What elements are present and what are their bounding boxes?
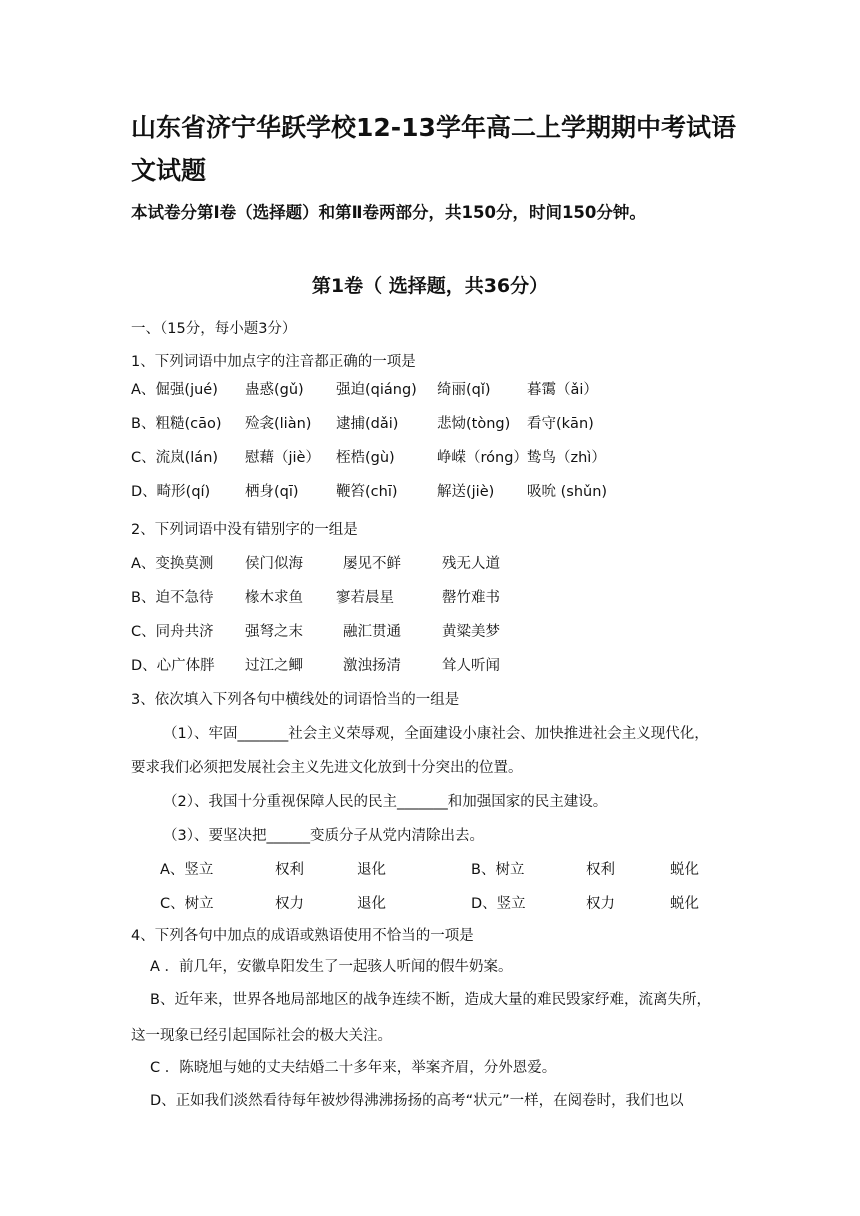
option-item: 峥嵘（róng） [437, 450, 528, 466]
part-heading: 一、（15分，每小题3分） [131, 321, 297, 337]
option-item: 蜕化 [670, 862, 699, 878]
option-item: 慰藉（jiè） [245, 450, 320, 466]
question-3-sentence-2: （2）、我国十分重视保障人民的民主_______和加强国家的民主建设。 [163, 794, 608, 810]
option-item: C、流岚(lán) [131, 450, 219, 466]
question-3-sentence-1-cont: 要求我们必须把发展社会主义先进文化放到十分突出的位置。 [131, 760, 523, 776]
question-2-stem: 2、下列词语中没有错别字的一组是 [131, 522, 358, 538]
option-item: 椽木求鱼 [245, 590, 303, 606]
option-item: C、树立 [160, 896, 214, 912]
option-item: 逮捕(dǎi) [336, 416, 399, 432]
option-item: 解送(jiè) [437, 484, 495, 500]
option-item: B、树立 [471, 862, 525, 878]
option-item: 栖身(qī) [245, 484, 299, 500]
question-3-stem: 3、依次填入下列各句中横线处的词语恰当的一组是 [131, 692, 460, 708]
page-title: 山东省济宁华跃学校12-13学年高二上学期期中考试语文试题 [131, 113, 736, 185]
question-4-option-d: D、正如我们淡然看待每年被炒得沸沸扬扬的高考“状元”一样，在阅卷时，我们也以 [150, 1093, 684, 1109]
question-4-option-b: B、近年来，世界各地局部地区的战争连续不断，造成大量的难民毁家纾难，流离失所， [150, 992, 711, 1008]
question-4-stem: 4、下列各句中加点的成语或熟语使用不恰当的一项是 [131, 928, 474, 944]
option-item: 权利 [586, 862, 615, 878]
option-item: A、竖立 [160, 862, 214, 878]
option-item: B、粗糙(cāo) [131, 416, 222, 432]
option-item: 耸人听闻 [442, 658, 500, 674]
option-item: 融汇贯通 [343, 624, 401, 640]
option-item: D、竖立 [471, 896, 526, 912]
exam-intro: 本试卷分第Ⅰ卷（选择题）和第Ⅱ卷两部分，共150分，时间150分钟。 [131, 203, 646, 222]
option-item: D、畸形(qí) [131, 484, 211, 500]
option-item: B、迫不急待 [131, 590, 214, 606]
option-item: 过江之鲫 [245, 658, 303, 674]
section-heading: 第1卷（ 选择题，共36分） [311, 275, 549, 297]
option-item: 退化 [357, 896, 386, 912]
option-item: 吸吮 (shǔn) [527, 484, 608, 500]
option-item: 强弩之末 [245, 624, 303, 640]
option-item: 悲恸(tòng) [437, 416, 511, 432]
option-item: D、心广体胖 [131, 658, 215, 674]
option-item: 侯门似海 [245, 556, 303, 572]
question-3-sentence-3: （3）、要坚决把______变质分子从党内清除出去。 [163, 828, 484, 844]
option-item: 桎梏(gù) [336, 450, 395, 466]
option-item: 权力 [275, 896, 304, 912]
option-item: 蜕化 [670, 896, 699, 912]
option-item: 鞭笞(chī) [336, 484, 398, 500]
option-item: 蛊惑(gǔ) [245, 382, 304, 398]
option-item: 强迫(qiáng) [336, 382, 417, 398]
option-item: 激浊扬清 [343, 658, 401, 674]
option-item: 黄粱美梦 [442, 624, 500, 640]
question-4-option-c: C ．陈晓旭与她的丈夫结婚二十多年来，举案齐眉，分外恩爱。 [150, 1060, 557, 1076]
option-item: 暮霭（ǎi） [527, 382, 598, 398]
question-4-option-a: A ．前几年，安徽阜阳发生了一起骇人听闻的假牛奶案。 [150, 959, 513, 975]
option-item: C、同舟共济 [131, 624, 214, 640]
option-item: 屡见不鲜 [343, 556, 401, 572]
option-item: A、变换莫测 [131, 556, 214, 572]
question-1-stem: 1、下列词语中加点字的注音都正确的一项是 [131, 354, 416, 370]
question-3-sentence-1: （1）、牢固_______社会主义荣辱观，全面建设小康社会、加快推进社会主义现代化， [163, 726, 709, 742]
option-item: 权力 [586, 896, 615, 912]
option-item: 权利 [275, 862, 304, 878]
option-item: 罄竹难书 [442, 590, 500, 606]
option-item: 退化 [357, 862, 386, 878]
option-item: 鸷鸟（zhì） [527, 450, 606, 466]
option-item: 殓衾(liàn) [245, 416, 312, 432]
option-item: A、倔强(jué) [131, 382, 218, 398]
option-item: 绮丽(qǐ) [437, 382, 491, 398]
option-item: 看守(kān) [527, 416, 594, 432]
option-item: 寥若晨星 [336, 590, 394, 606]
question-4-option-b-cont: 这一现象已经引起国际社会的极大关注。 [131, 1028, 392, 1044]
option-item: 残无人道 [442, 556, 500, 572]
